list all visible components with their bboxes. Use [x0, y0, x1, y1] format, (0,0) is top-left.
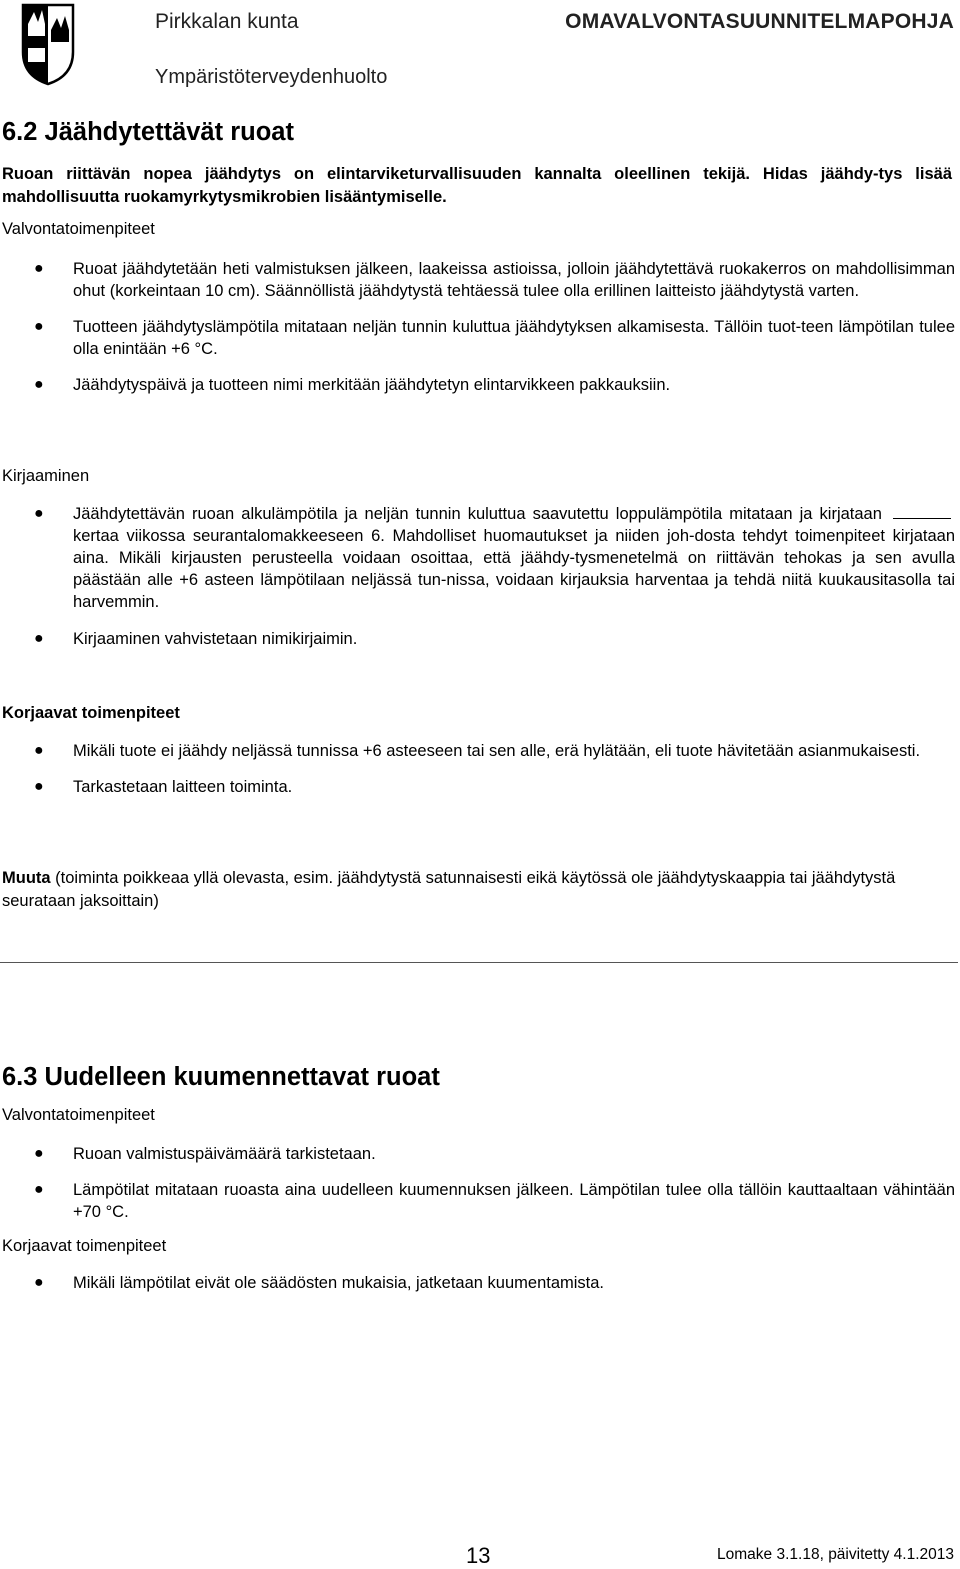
page-number: 13	[466, 1543, 491, 1568]
frequency-blank-field[interactable]	[893, 504, 951, 519]
department-name: Ympäristöterveydenhuolto	[155, 66, 388, 88]
korjaavat-label-6-2: Korjaavat toimenpiteet	[2, 704, 180, 722]
korjaavat-list-6-3	[0, 1272, 955, 1308]
municipal-crest-icon	[20, 2, 76, 86]
bullet-icon: ●	[34, 778, 44, 795]
muuta-label: Muuta	[2, 869, 51, 887]
bullet-icon: ●	[34, 376, 44, 393]
municipality-name: Pirkkalan kunta	[155, 10, 299, 33]
bullet-icon: ●	[34, 1274, 44, 1291]
korjaavat-list-6-2	[0, 740, 955, 812]
section-6-2-heading: 6.2 Jäähdytettävät ruoat	[2, 118, 294, 146]
korjaavat-label-6-3: Korjaavat toimenpiteet	[2, 1237, 167, 1255]
valvonta-list-6-2	[0, 258, 955, 410]
bullet-icon: ●	[34, 742, 44, 759]
bullet-icon: ●	[34, 630, 44, 647]
list-item: ● Tuotteen jäähdytyslämpötila mitataan neljän tunnin kuluttua jäähdytyksen alkamisesta. Tällöin tuot-teen lämpötilan tulee olla enintään +6 °C.	[34, 318, 955, 358]
kirjaaminen-label: Kirjaaminen	[2, 467, 90, 485]
section-6-2-intro: Ruoan riittävän nopea jäähdytys on elintarviketurvallisuuden kannalta oleellinen tekijä. Hidas jäähdy-tys lisää mahdollisuutta ruokamyrkytysmikrobien lisääntymiselle.	[2, 165, 952, 206]
list-item: ● Jäähdytyspäivä ja tuotteen nimi merkitään jäähdytetyn elintarvikkeen pakkauksiin.	[34, 376, 671, 394]
list-item: ● Lämpötilat mitataan ruoasta aina uudelleen kuumennuksen jälkeen. Lämpötilan tulee olla tällöin kauttaaltaan vähintään +70 °C.	[34, 1181, 955, 1221]
kirjaaminen-list	[0, 503, 955, 664]
document-title: OMAVALVONTASUUNNITELMAPOHJA	[565, 10, 954, 33]
bullet-icon: ●	[34, 260, 44, 277]
valvonta-label-6-3: Valvontatoimenpiteet	[2, 1106, 155, 1124]
valvonta-label-6-2: Valvontatoimenpiteet	[2, 220, 155, 238]
bullet-icon: ●	[34, 1181, 44, 1198]
list-item: ● Kirjaaminen vahvistetaan nimikirjaimin.	[34, 630, 358, 648]
list-item: ● Jäähdytettävän ruoan alkulämpötila ja neljän tunnin kuluttua saavutettu loppulämpötila mitataan ja kirjataan kertaa viikossa seurantalomakkeeseen 6. Mahdolliset huomautukset ja niiden joh-dosta tehdyt toimenpiteet kirjataan aina. Mikäli kirjausten perusteella voidaan osoittaa, että jäähdy-tysmenetelmä on riittävän tehokas ja sen avulla päästään alle +6 asteen lämpötilaan neljässä tun-nissa, voidaan kirjauksia harventaa ja tehdä niitä kuukausitasolla tai harvemmin.	[34, 505, 955, 611]
list-item: ● Tarkastetaan laitteen toiminta.	[34, 778, 293, 796]
form-version-info: Lomake 3.1.18, päivitetty 4.1.2013	[717, 1546, 954, 1563]
list-item: ● Ruoat jäähdytetään heti valmistuksen jälkeen, laakeissa astioissa, jolloin jäähdytettävä ruokakerros on mahdollisimman ohut (korkeintaan 10 cm). Säännöllistä jäähdytystä tehtäessä tulee olla erillinen laitteisto jäähdytystä varten.	[34, 260, 955, 300]
section-6-3-heading: 6.3 Uudelleen kuumennettavat ruoat	[2, 1063, 440, 1091]
list-item: ● Mikäli lämpötilat eivät ole säädösten mukaisia, jatketaan kuumentamista.	[34, 1274, 605, 1292]
bullet-icon: ●	[34, 1145, 44, 1162]
valvonta-list-6-3	[0, 1143, 955, 1237]
bullet-icon: ●	[34, 318, 44, 335]
list-item: ● Mikäli tuote ei jäähdy neljässä tunnissa +6 asteeseen tai sen alle, erä hylätään, eli tuote hävitetään asianmukaisesti.	[34, 742, 921, 760]
section-divider	[0, 962, 958, 963]
muuta-text: (toiminta poikkeaa yllä olevasta, esim. jäähdytystä satunnaisesti eikä käytössä ole jäähdytyskaappia tai jäähdytystä seurataan jaksoittain)	[2, 869, 896, 910]
list-item: ● Ruoan valmistuspäivämäärä tarkistetaan.	[34, 1145, 376, 1163]
muuta-paragraph	[2, 867, 957, 912]
bullet-icon: ●	[34, 505, 44, 522]
